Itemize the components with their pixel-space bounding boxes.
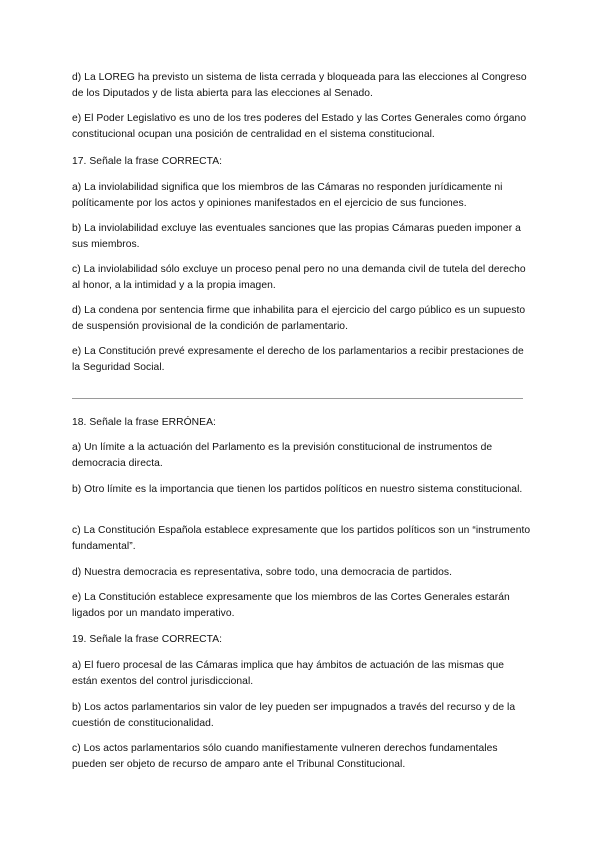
q18-option-b: b) Otro límite es la importancia que tienen los partidos políticos en nuestro sistema constitucional. xyxy=(72,484,523,495)
question-19-heading: 19. Señale la frase CORRECTA: xyxy=(72,634,223,645)
option-d-loreg: d) La LOREG ha previsto un sistema de lista cerrada y bloqueada para las elecciones al Congreso de los Diputados y de lista abierta para las elecciones al Senado. xyxy=(72,72,527,99)
q17-option-b: b) La inviolabilidad excluye las eventuales sanciones que las propias Cámaras pueden imponer a sus miembros. xyxy=(72,223,521,250)
section-divider xyxy=(72,398,523,399)
q17-option-d: d) La condena por sentencia firme que inhabilita para el ejercicio del cargo público es un supuesto de suspensión provisional de la condición de parlamentario. xyxy=(72,305,526,332)
question-17-heading: 17. Señale la frase CORRECTA: xyxy=(72,156,223,167)
q18-option-d: d) Nuestra democracia es representativa, sobre todo, una democracia de partidos. xyxy=(72,567,453,578)
q17-option-e: e) La Constitución prevé expresamente el derecho de los parlamentarios a recibir prestaciones de la Seguridad Social. xyxy=(72,346,524,373)
q17-option-c: c) La inviolabilidad sólo excluye un proceso penal pero no una demanda civil de tutela del derecho al honor, a la intimidad y a la propia imagen. xyxy=(72,264,526,291)
option-e-poder-legislativo: e) El Poder Legislativo es uno de los tres poderes del Estado y las Cortes Generales como órgano constitucional ocupan una posición de centralidad en el sistema constitucional. xyxy=(72,113,527,140)
q18-option-e: e) La Constitución establece expresamente que los miembros de las Cortes Generales estarán ligados por un mandato imperativo. xyxy=(72,592,510,619)
q18-option-c: c) La Constitución Española establece expresamente que los partidos políticos son un “instrumento fundamental”. xyxy=(72,525,531,552)
q19-option-a: a) El fuero procesal de las Cámaras implica que hay ámbitos de actuación de las mismas que están exentos del control jurisdiccional. xyxy=(72,660,505,687)
q19-option-b: b) Los actos parlamentarios sin valor de ley pueden ser impugnados a través del recurso y de la cuestión de constitucionalidad. xyxy=(72,702,516,729)
q17-option-a: a) La inviolabilidad significa que los miembros de las Cámaras no responden jurídicamente ni políticamente por los actos y opiniones manifestados en el ejercicio de sus funciones. xyxy=(72,182,503,209)
q18-option-a: a) Un límite a la actuación del Parlamento es la previsión constitucional de instrumentos de democracia directa. xyxy=(72,442,493,469)
question-18-heading: 18. Señale la frase ERRÓNEA: xyxy=(72,417,216,428)
q19-option-c: c) Los actos parlamentarios sólo cuando manifiestamente vulneren derechos fundamentales pueden ser objeto de recurso de amparo ante el Tribunal Constitucional. xyxy=(72,743,498,770)
